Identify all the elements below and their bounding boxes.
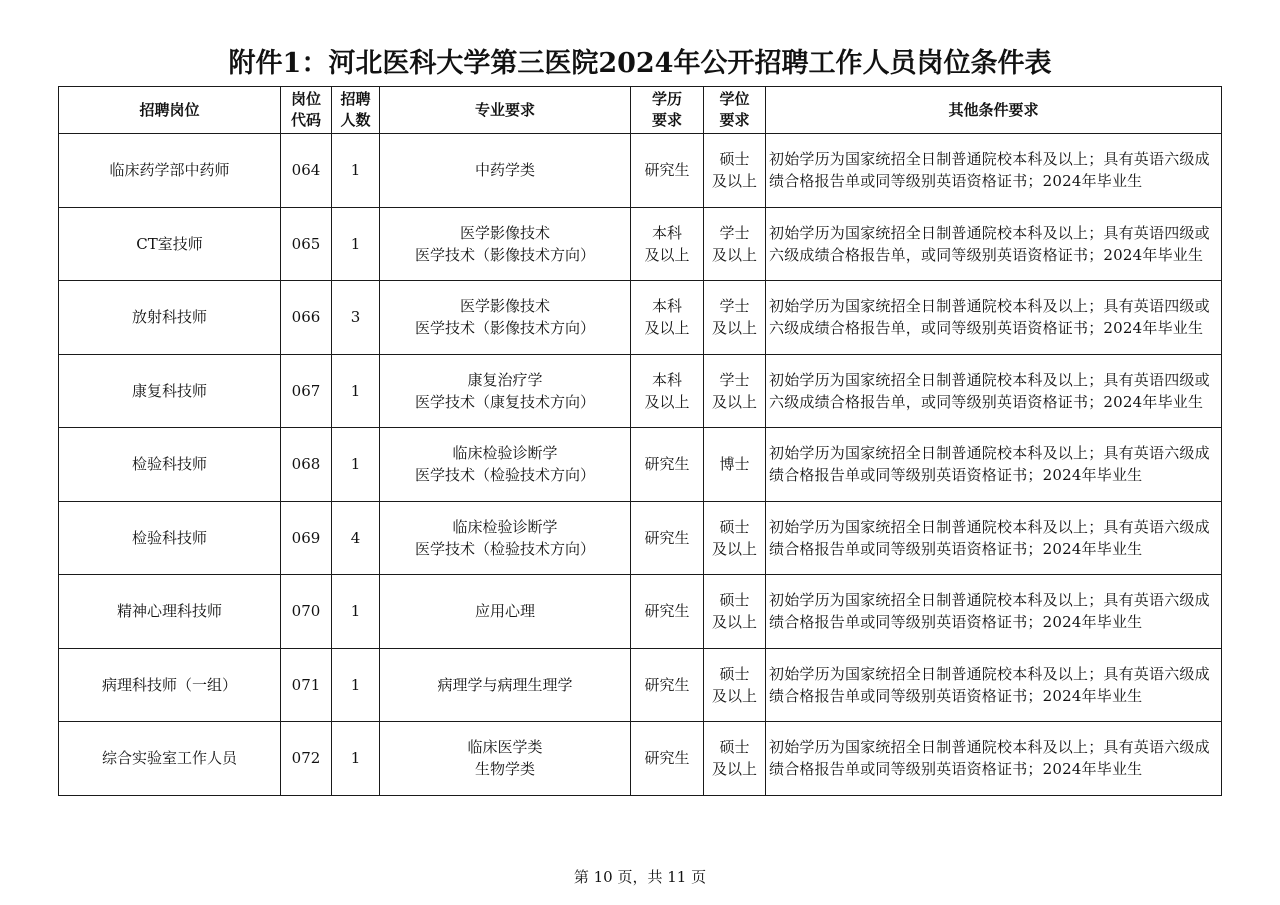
degree-line: 硕士 bbox=[719, 591, 750, 610]
position-cell: 综合实验室工作人员 bbox=[59, 722, 281, 796]
education-line: 及以上 bbox=[644, 319, 690, 338]
education-line: 研究生 bbox=[644, 528, 690, 547]
position-cell: 检验科技师 bbox=[59, 428, 281, 502]
header-position: 招聘岗位 bbox=[59, 87, 281, 134]
other-requirements-cell: 初始学历为国家统招全日制普通院校本科及以上；具有英语六级成绩合格报告单或同等级别英语资格证书；2024年毕业生 bbox=[766, 134, 1222, 208]
count-cell: 1 bbox=[332, 207, 380, 281]
position-cell: 检验科技师 bbox=[59, 501, 281, 575]
header-other: 其他条件要求 bbox=[766, 87, 1222, 134]
header-count-line-2: 人数 bbox=[340, 111, 371, 129]
count-cell: 1 bbox=[332, 648, 380, 722]
degree-cell bbox=[704, 134, 766, 208]
major-cell bbox=[380, 354, 631, 428]
position-cell: 放射科技师 bbox=[59, 281, 281, 355]
header-degree bbox=[704, 87, 766, 134]
code-cell: 072 bbox=[281, 722, 332, 796]
count-cell: 1 bbox=[332, 354, 380, 428]
other-requirements-cell: 初始学历为国家统招全日制普通院校本科及以上；具有英语四级或六级成绩合格报告单，或同等级别英语资格证书；2024年毕业生 bbox=[766, 354, 1222, 428]
degree-line: 学士 bbox=[719, 223, 750, 242]
education-line: 本科 bbox=[651, 297, 682, 316]
code-cell: 067 bbox=[281, 354, 332, 428]
education-cell bbox=[631, 134, 704, 208]
header-education bbox=[631, 87, 704, 134]
education-line: 本科 bbox=[651, 370, 682, 389]
header-education-line-2: 要求 bbox=[651, 111, 682, 129]
code-cell: 070 bbox=[281, 575, 332, 649]
major-cell bbox=[380, 134, 631, 208]
other-requirements-cell: 初始学历为国家统招全日制普通院校本科及以上；具有英语六级成绩合格报告单或同等级别英语资格证书；2024年毕业生 bbox=[766, 648, 1222, 722]
header-count bbox=[332, 87, 380, 134]
table-row bbox=[59, 354, 1222, 428]
table-row bbox=[59, 648, 1222, 722]
degree-cell bbox=[704, 207, 766, 281]
code-cell: 069 bbox=[281, 501, 332, 575]
code-cell: 071 bbox=[281, 648, 332, 722]
code-cell: 065 bbox=[281, 207, 332, 281]
education-line: 研究生 bbox=[644, 602, 690, 621]
position-cell: 康复科技师 bbox=[59, 354, 281, 428]
degree-line: 硕士 bbox=[719, 150, 750, 169]
degree-line: 及以上 bbox=[711, 392, 757, 411]
major-line: 医学技术（影像技术方向） bbox=[414, 319, 595, 338]
degree-line: 学士 bbox=[719, 297, 750, 316]
count-cell: 1 bbox=[332, 575, 380, 649]
code-cell: 068 bbox=[281, 428, 332, 502]
major-line: 医学技术（检验技术方向） bbox=[414, 539, 595, 558]
degree-line: 博士 bbox=[719, 455, 750, 474]
education-line: 本科 bbox=[651, 223, 682, 242]
header-count-line-1: 招聘 bbox=[340, 90, 371, 108]
table-row bbox=[59, 575, 1222, 649]
education-cell bbox=[631, 575, 704, 649]
education-line: 及以上 bbox=[644, 245, 690, 264]
degree-cell bbox=[704, 281, 766, 355]
count-cell: 3 bbox=[332, 281, 380, 355]
code-cell: 064 bbox=[281, 134, 332, 208]
position-cell: 精神心理科技师 bbox=[59, 575, 281, 649]
count-cell: 1 bbox=[332, 722, 380, 796]
education-line: 及以上 bbox=[644, 392, 690, 411]
major-cell bbox=[380, 428, 631, 502]
major-line: 医学技术（影像技术方向） bbox=[414, 245, 595, 264]
major-line: 康复治疗学 bbox=[467, 370, 543, 389]
major-cell bbox=[380, 501, 631, 575]
page-title: 附件1：河北医科大学第三医院2024年公开招聘工作人员岗位条件表 bbox=[228, 48, 1052, 79]
degree-cell bbox=[704, 648, 766, 722]
education-line: 研究生 bbox=[644, 161, 690, 180]
degree-line: 学士 bbox=[719, 370, 750, 389]
degree-line: 及以上 bbox=[711, 613, 757, 632]
table-row bbox=[59, 281, 1222, 355]
header-degree-line-1: 学位 bbox=[719, 90, 750, 108]
other-requirements-cell: 初始学历为国家统招全日制普通院校本科及以上；具有英语六级成绩合格报告单或同等级别英语资格证书；2024年毕业生 bbox=[766, 722, 1222, 796]
education-line: 研究生 bbox=[644, 675, 690, 694]
table-row bbox=[59, 134, 1222, 208]
count-cell: 1 bbox=[332, 428, 380, 502]
degree-line: 及以上 bbox=[711, 245, 757, 264]
other-requirements-cell: 初始学历为国家统招全日制普通院校本科及以上；具有英语六级成绩合格报告单或同等级别英语资格证书；2024年毕业生 bbox=[766, 501, 1222, 575]
header-degree-line-2: 要求 bbox=[719, 111, 750, 129]
major-line: 临床检验诊断学 bbox=[452, 444, 558, 463]
table-body bbox=[59, 134, 1222, 796]
degree-line: 及以上 bbox=[711, 539, 757, 558]
degree-cell bbox=[704, 722, 766, 796]
major-cell bbox=[380, 207, 631, 281]
education-cell bbox=[631, 207, 704, 281]
degree-line: 及以上 bbox=[711, 319, 757, 338]
table-row bbox=[59, 428, 1222, 502]
education-cell bbox=[631, 722, 704, 796]
header-major: 专业要求 bbox=[380, 87, 631, 134]
major-line: 应用心理 bbox=[474, 602, 535, 621]
other-requirements-cell: 初始学历为国家统招全日制普通院校本科及以上；具有英语六级成绩合格报告单或同等级别英语资格证书；2024年毕业生 bbox=[766, 428, 1222, 502]
degree-cell bbox=[704, 575, 766, 649]
education-cell bbox=[631, 281, 704, 355]
degree-cell bbox=[704, 354, 766, 428]
degree-cell bbox=[704, 501, 766, 575]
degree-line: 硕士 bbox=[719, 738, 750, 757]
code-cell: 066 bbox=[281, 281, 332, 355]
other-requirements-cell: 初始学历为国家统招全日制普通院校本科及以上；具有英语四级或六级成绩合格报告单，或同等级别英语资格证书；2024年毕业生 bbox=[766, 281, 1222, 355]
education-cell bbox=[631, 428, 704, 502]
major-line: 生物学类 bbox=[474, 760, 535, 779]
header-code-line-1: 岗位 bbox=[290, 90, 321, 108]
education-line: 研究生 bbox=[644, 749, 690, 768]
degree-cell bbox=[704, 428, 766, 502]
other-requirements-cell: 初始学历为国家统招全日制普通院校本科及以上；具有英语四级或六级成绩合格报告单，或同等级别英语资格证书；2024年毕业生 bbox=[766, 207, 1222, 281]
count-cell: 4 bbox=[332, 501, 380, 575]
major-line: 医学影像技术 bbox=[459, 297, 550, 316]
major-cell bbox=[380, 575, 631, 649]
major-line: 临床医学类 bbox=[467, 738, 543, 757]
major-cell bbox=[380, 281, 631, 355]
header-code-line-2: 代码 bbox=[290, 111, 321, 129]
major-line: 临床检验诊断学 bbox=[452, 517, 558, 536]
major-line: 病理学与病理生理学 bbox=[437, 675, 573, 694]
job-conditions-table bbox=[58, 86, 1222, 796]
table-row bbox=[59, 722, 1222, 796]
education-line: 研究生 bbox=[644, 455, 690, 474]
position-cell: 临床药学部中药师 bbox=[59, 134, 281, 208]
position-cell: CT室技师 bbox=[59, 207, 281, 281]
degree-line: 及以上 bbox=[711, 686, 757, 705]
education-cell bbox=[631, 648, 704, 722]
other-requirements-cell: 初始学历为国家统招全日制普通院校本科及以上；具有英语六级成绩合格报告单或同等级别英语资格证书；2024年毕业生 bbox=[766, 575, 1222, 649]
degree-line: 硕士 bbox=[719, 517, 750, 536]
table-header-row bbox=[59, 87, 1222, 134]
major-cell bbox=[380, 722, 631, 796]
major-line: 医学影像技术 bbox=[459, 223, 550, 242]
position-cell: 病理科技师（一组） bbox=[59, 648, 281, 722]
table-row bbox=[59, 207, 1222, 281]
header-code bbox=[281, 87, 332, 134]
education-cell bbox=[631, 354, 704, 428]
table-row bbox=[59, 501, 1222, 575]
degree-line: 硕士 bbox=[719, 664, 750, 683]
major-line: 医学技术（康复技术方向） bbox=[414, 392, 595, 411]
page-footer: 第 10 页，共 11 页 bbox=[573, 868, 707, 886]
education-cell bbox=[631, 501, 704, 575]
degree-line: 及以上 bbox=[711, 760, 757, 779]
major-cell bbox=[380, 648, 631, 722]
major-line: 中药学类 bbox=[474, 161, 535, 180]
degree-line: 及以上 bbox=[711, 172, 757, 191]
header-education-line-1: 学历 bbox=[651, 90, 682, 108]
major-line: 医学技术（检验技术方向） bbox=[414, 466, 595, 485]
count-cell: 1 bbox=[332, 134, 380, 208]
